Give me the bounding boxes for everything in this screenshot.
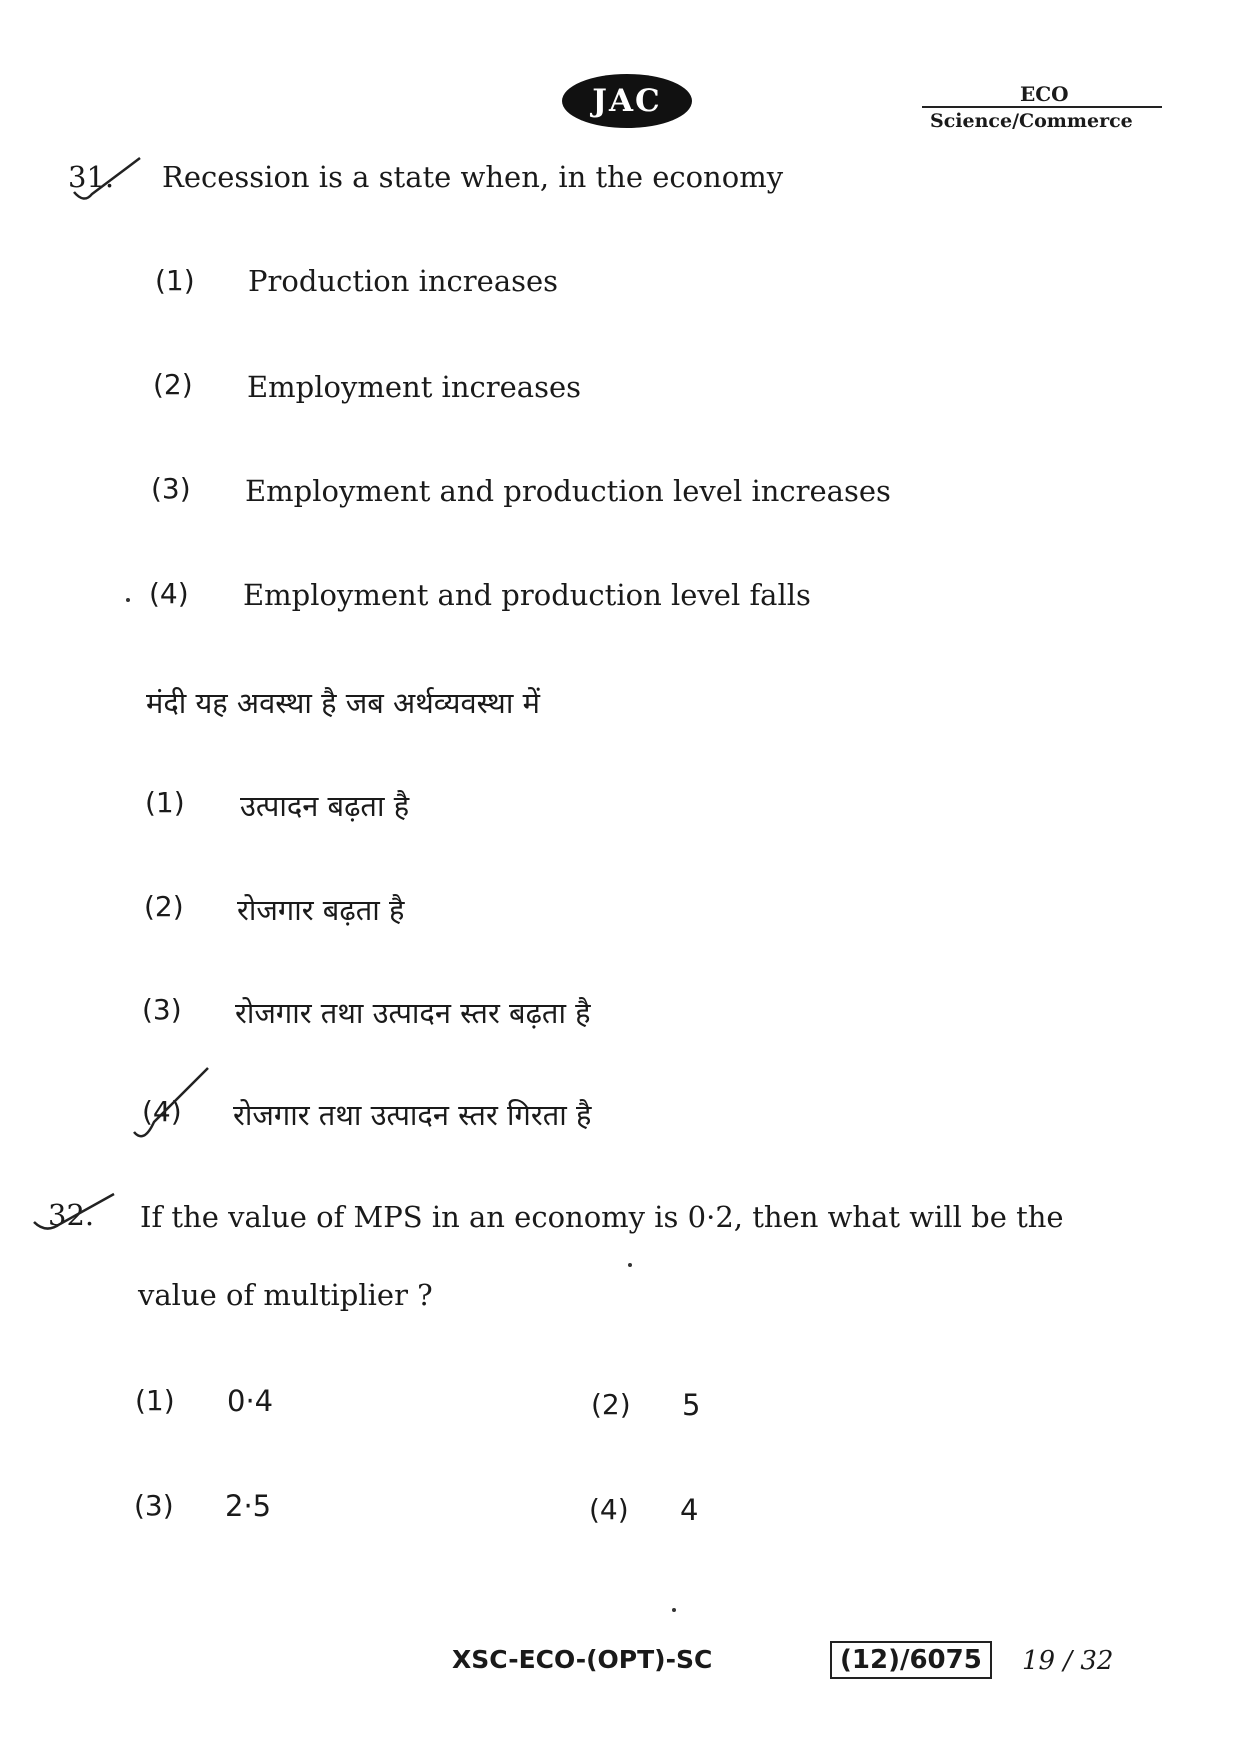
q32-option-4-num: (4)	[589, 1493, 629, 1526]
q32-stem-line-1: If the value of MPS in an economy is 0·2, then what will be the	[140, 1200, 1064, 1234]
q32-option-4: 4	[680, 1493, 699, 1527]
paper-code: XSC-ECO-(OPT)-SC	[452, 1645, 713, 1674]
q32-option-1-num: (1)	[135, 1384, 175, 1417]
scan-dot	[126, 598, 130, 602]
q31-tick-mark	[68, 150, 148, 210]
q32-option-2: 5	[682, 1388, 701, 1422]
q32-stem-line-2: value of multiplier ?	[138, 1278, 433, 1312]
q31-hi-option-4-num: (4)	[142, 1095, 182, 1128]
jac-logo	[562, 74, 692, 128]
scan-dot	[628, 1263, 632, 1267]
q31-en-option-4: Employment and production level falls	[243, 578, 811, 612]
q31-en-option-2-num: (2)	[153, 368, 193, 401]
q31-en-option-3: Employment and production level increases	[245, 474, 891, 508]
q31-en-option-1-num: (1)	[155, 264, 195, 297]
q32-option-3-num: (3)	[134, 1489, 174, 1522]
q32-option-1: 0·4	[227, 1384, 274, 1418]
q31-en-option-4-num: (4)	[149, 577, 189, 610]
q31-en-option-3-num: (3)	[151, 472, 191, 505]
subject-code: ECO	[1020, 82, 1069, 106]
q32-tick-mark	[30, 1190, 120, 1240]
q32-number: 32.	[48, 1198, 95, 1232]
q32-option-2-num: (2)	[591, 1388, 631, 1421]
q31-answer-tick-mark	[126, 1060, 216, 1150]
q31-hi-option-3-num: (3)	[142, 993, 182, 1026]
subject-stream: Science/Commerce	[930, 110, 1133, 132]
logo-text: JAC	[592, 83, 662, 119]
set-code: (12)/6075	[840, 1645, 982, 1675]
q31-en-option-1: Production increases	[248, 264, 559, 298]
q31-hi-option-2-num: (2)	[144, 890, 184, 923]
q31-hi-option-1: उत्पादन बढ़ता है	[240, 789, 410, 823]
q31-stem-en: Recession is a state when, in the economy	[162, 160, 784, 194]
page-number: 19 / 32	[1022, 1646, 1114, 1676]
q31-number: 31.	[68, 160, 115, 194]
q31-hi-option-4: रोजगार तथा उत्पादन स्तर गिरता है	[233, 1098, 592, 1132]
q31-hi-option-3: रोजगार तथा उत्पादन स्तर बढ़ता है	[235, 996, 591, 1030]
q31-hi-option-2: रोजगार बढ़ता है	[237, 893, 405, 927]
q31-hi-option-1-num: (1)	[145, 786, 185, 819]
subject-divider	[922, 106, 1162, 108]
q31-en-option-2: Employment increases	[247, 370, 581, 404]
q31-stem-hi: मंदी यह अवस्था है जब अर्थव्यवस्था में	[146, 686, 540, 720]
q32-option-3: 2·5	[225, 1489, 272, 1523]
scan-dot	[672, 1608, 676, 1612]
set-code-box	[830, 1641, 992, 1679]
